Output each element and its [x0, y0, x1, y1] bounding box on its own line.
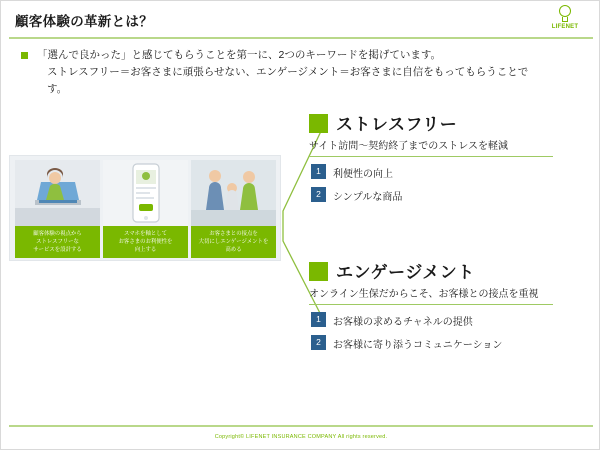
slide-header: [1, 1, 600, 39]
item-label: お客様に寄り添うコミュニケーション: [333, 340, 503, 351]
item-label: シンプルな商品: [333, 192, 403, 203]
list-item: [309, 187, 593, 203]
item-label: お客様の求めるチャネルの提供: [333, 317, 473, 328]
list-item: [309, 164, 593, 180]
section-title: エンゲージメント: [336, 263, 475, 282]
lead-block: [21, 47, 541, 98]
copyright-text: Copyright© LIFENET INSURANCE COMPANY All rights reserved.: [214, 434, 388, 440]
item-label: 利便性の向上: [333, 169, 393, 180]
section-header: [309, 111, 593, 137]
lightbulb-icon: [557, 5, 573, 23]
page-title: 顧客体験の革新とは？: [15, 14, 153, 29]
illustration-woman-at-laptop: [15, 160, 100, 226]
square-marker-icon: [309, 262, 328, 281]
photo-card: [15, 160, 100, 258]
lead-line-1: 「選んで良かった」と感じてもらうことを第一に、2つのキーワードを掲げています。: [37, 49, 441, 61]
lifenet-logo: [541, 5, 589, 37]
section-engagement: [309, 259, 593, 351]
section-header: [309, 259, 593, 285]
list-item: [309, 312, 593, 328]
list-item: [309, 335, 593, 351]
illustration-smartphone: [103, 160, 188, 226]
footer-divider: [9, 425, 593, 427]
photo-caption: スマホを軸として お客さまのお利便性を 向上する: [103, 226, 188, 258]
bullet-square-icon: [21, 52, 28, 59]
photo-caption: お客さまとの接点を 大切にしエンゲージメントを 高める: [191, 226, 276, 258]
photo-card: [103, 160, 188, 258]
item-number-badge: 1: [311, 312, 326, 327]
lead-line-2: ストレスフリー＝お客さまに頑張らせない、エンゲージメント＝お客さまに自信をもってもらうことです。: [47, 66, 529, 95]
logo-label: LIFENET: [551, 24, 579, 30]
item-number-badge: 2: [311, 335, 326, 350]
section-stress-free: [309, 111, 593, 203]
section-subtitle: サイト訪問〜契約終了までのストレスを軽減: [309, 141, 508, 152]
header-divider: [9, 37, 593, 39]
lead-lines: [37, 47, 541, 98]
section-underline: [309, 304, 553, 305]
square-marker-icon: [309, 114, 328, 133]
section-title: ストレスフリー: [336, 115, 458, 134]
item-number-badge: 2: [311, 187, 326, 202]
photo-caption: 顧客体験の視点から ストレスフリーな サービスを設計する: [15, 226, 100, 258]
photo-panel: [9, 155, 281, 261]
illustration-family: [191, 160, 276, 226]
photo-card: [191, 160, 276, 258]
item-number-badge: 1: [311, 164, 326, 179]
section-subtitle: オンライン生保だからこそ、お客様との接点を重視: [309, 289, 539, 300]
section-underline: [309, 156, 553, 157]
